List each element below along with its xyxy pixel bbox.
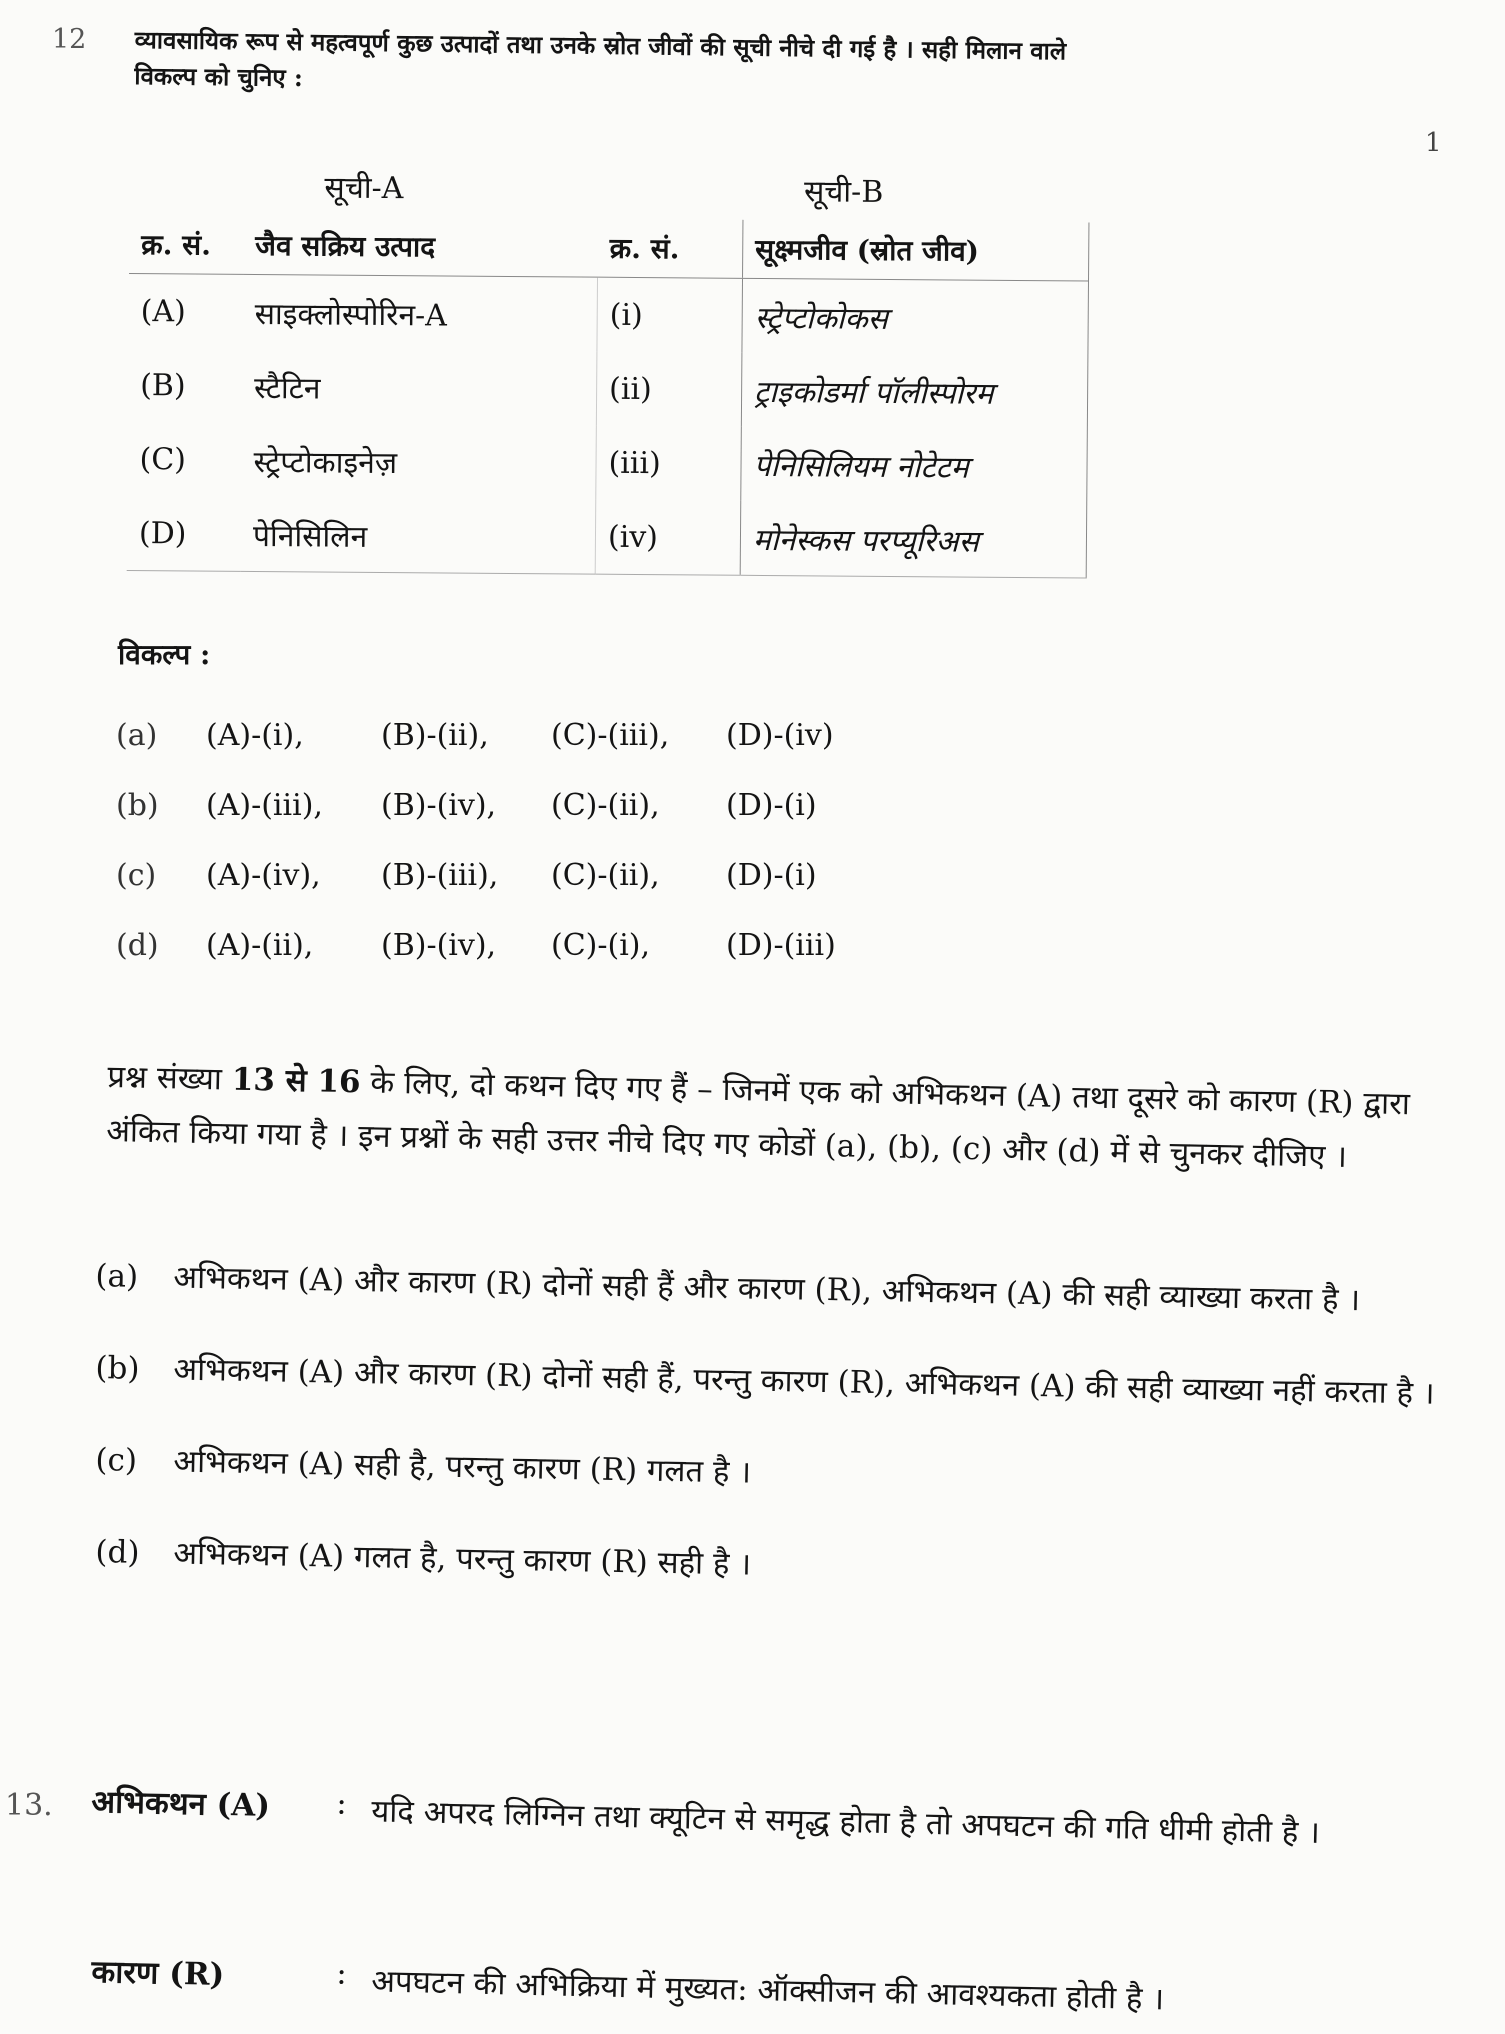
ar-option-label: (b) xyxy=(95,1349,140,1387)
marks: 1 xyxy=(1425,128,1442,158)
product: स्ट्रेप्टोकाइनेज़ xyxy=(253,444,398,481)
list-a-title: सूची-A xyxy=(324,170,404,207)
option-pair: (D)-(i) xyxy=(726,857,817,893)
table-row xyxy=(127,496,1087,578)
col-header-product: जैव सक्रिय उत्पाद xyxy=(243,216,598,277)
option-pair: (C)-(i), xyxy=(551,927,651,963)
question-text xyxy=(134,22,1425,110)
instructions-text: के लिए, दो कथन दिए गए हैं – जिनमें एक को अभिकथन (A) तथा दूसरे को कारण (R) द्वारा अंकित किया गया है । इन प्रश्नों के सही उत्तर नीचे दिए गए कोडों (a), (b), (c) और (d) में से चुनकर दीजिए । xyxy=(105,1064,1411,1175)
row-label: (C) xyxy=(139,441,187,477)
instructions-prefix: प्रश्न संख्या xyxy=(107,1058,223,1098)
option-pair: (D)-(i) xyxy=(726,787,817,823)
ar-option-text: अभिकथन (A) और कारण (R) दोनों सही हैं, परन्तु कारण (R), अभिकथन (A) की सही व्याख्या नहीं करता है । xyxy=(173,1351,1435,1412)
col-header-organism: सूक्ष्मजीव (स्रोत जीव) xyxy=(743,220,1089,281)
colon: : xyxy=(335,1785,348,1822)
option-pair: (C)-(ii), xyxy=(551,787,660,823)
colon: : xyxy=(335,1955,348,1992)
option-pair: (D)-(iii) xyxy=(726,927,836,963)
option-row[interactable] xyxy=(116,700,901,770)
option-label: (c) xyxy=(116,857,157,893)
ar-option-label: (d) xyxy=(95,1533,140,1571)
assertion-reason-options xyxy=(96,1250,1476,1618)
option-row[interactable] xyxy=(116,770,901,840)
ar-option-text: अभिकथन (A) और कारण (R) दोनों सही हैं और कारण (R), अभिकथन (A) की सही व्याख्या करता है । xyxy=(173,1259,1361,1319)
option-pair: (B)-(iv), xyxy=(381,927,497,963)
ar-option-label: (c) xyxy=(95,1441,138,1479)
list-b-title: सूची-B xyxy=(803,174,884,210)
option-pair: (B)-(ii), xyxy=(381,717,489,753)
assertion-text: यदि अपरद लिग्निन तथा क्यूटिन से समृद्ध होता है तो अपघटन की गति धीमी होती है । xyxy=(370,1793,1321,1851)
row-label: (B) xyxy=(140,367,186,403)
option-pair: (C)-(ii), xyxy=(551,857,660,893)
question-number: 12 xyxy=(52,24,87,55)
table-row xyxy=(128,348,1088,430)
option-pair: (A)-(iii), xyxy=(206,787,323,823)
ar-option xyxy=(95,1434,1476,1512)
match-table xyxy=(127,150,1090,579)
option-pair: (A)-(iv), xyxy=(206,857,321,893)
ar-option-text: अभिकथन (A) गलत है, परन्तु कारण (R) सही है । xyxy=(173,1535,752,1583)
product: पेनिसिलिन xyxy=(241,497,596,574)
col-header-sno: क्र. सं. xyxy=(129,215,243,274)
question-number: 13. xyxy=(5,1788,53,1823)
reason-label: कारण (R) xyxy=(91,1953,225,1994)
options-list xyxy=(116,700,901,980)
organism: पेनिसिलियम नोटेटम xyxy=(741,427,1088,504)
assertion-label: अभिकथन (A) xyxy=(91,1783,271,1825)
option-pair: (B)-(iii), xyxy=(381,857,499,893)
assertion-row xyxy=(91,1780,1492,1862)
ar-option xyxy=(95,1342,1476,1420)
option-pair: (B)-(iv), xyxy=(381,787,497,823)
organism: स्ट्रेप्टोकोकस xyxy=(742,278,1089,355)
option-pair: (A)-(ii), xyxy=(206,927,314,963)
option-row[interactable] xyxy=(116,910,901,980)
option-label: (d) xyxy=(116,927,159,963)
question-line: व्यावसायिक रूप से महत्वपूर्ण कुछ उत्पादों तथा उनके स्रोत जीवों की सूची नीचे दी गई है । सही मिलान वाले xyxy=(134,24,1067,66)
ar-option xyxy=(95,1526,1476,1604)
reason-text: अपघटन की अभिक्रिया में मुख्यत: ऑक्सीजन की आवश्यकता होती है । xyxy=(370,1963,1165,2018)
table-row xyxy=(128,273,1088,355)
instructions-range: 13 से 16 xyxy=(231,1061,361,1101)
roman-label: (iii) xyxy=(596,426,742,501)
option-label: (b) xyxy=(116,787,159,823)
ar-option xyxy=(95,1250,1476,1328)
roman-label: (i) xyxy=(597,277,743,353)
option-pair: (C)-(iii), xyxy=(551,717,670,753)
option-label: (a) xyxy=(116,717,158,753)
options-title: विकल्प : xyxy=(118,638,211,671)
organism: ट्राइकोडर्मा पॉलीस्पोरम xyxy=(741,353,1088,430)
table-row xyxy=(127,422,1087,504)
question-line: विकल्प को चुनिए : xyxy=(134,60,304,93)
col-header-sno-b: क्र. सं. xyxy=(598,219,743,279)
product: स्टैटिन xyxy=(253,370,321,407)
ar-option-label: (a) xyxy=(95,1257,139,1295)
row-label: (A) xyxy=(140,293,186,329)
ar-option-text: अभिकथन (A) सही है, परन्तु कारण (R) गलत है । xyxy=(173,1443,752,1491)
option-row[interactable] xyxy=(116,840,901,910)
instructions-paragraph xyxy=(106,1050,1468,1186)
option-pair: (D)-(iv) xyxy=(726,717,834,753)
roman-label: (ii) xyxy=(596,352,742,427)
product: साइक्लोस्पोरिन-A xyxy=(254,296,448,333)
organism: मोनेस्कस परप्यूरिअस xyxy=(740,501,1087,578)
option-pair: (A)-(i), xyxy=(206,717,304,753)
reason-row xyxy=(91,1950,1492,2032)
roman-label: (iv) xyxy=(595,500,741,576)
row-label: (D) xyxy=(127,496,242,571)
